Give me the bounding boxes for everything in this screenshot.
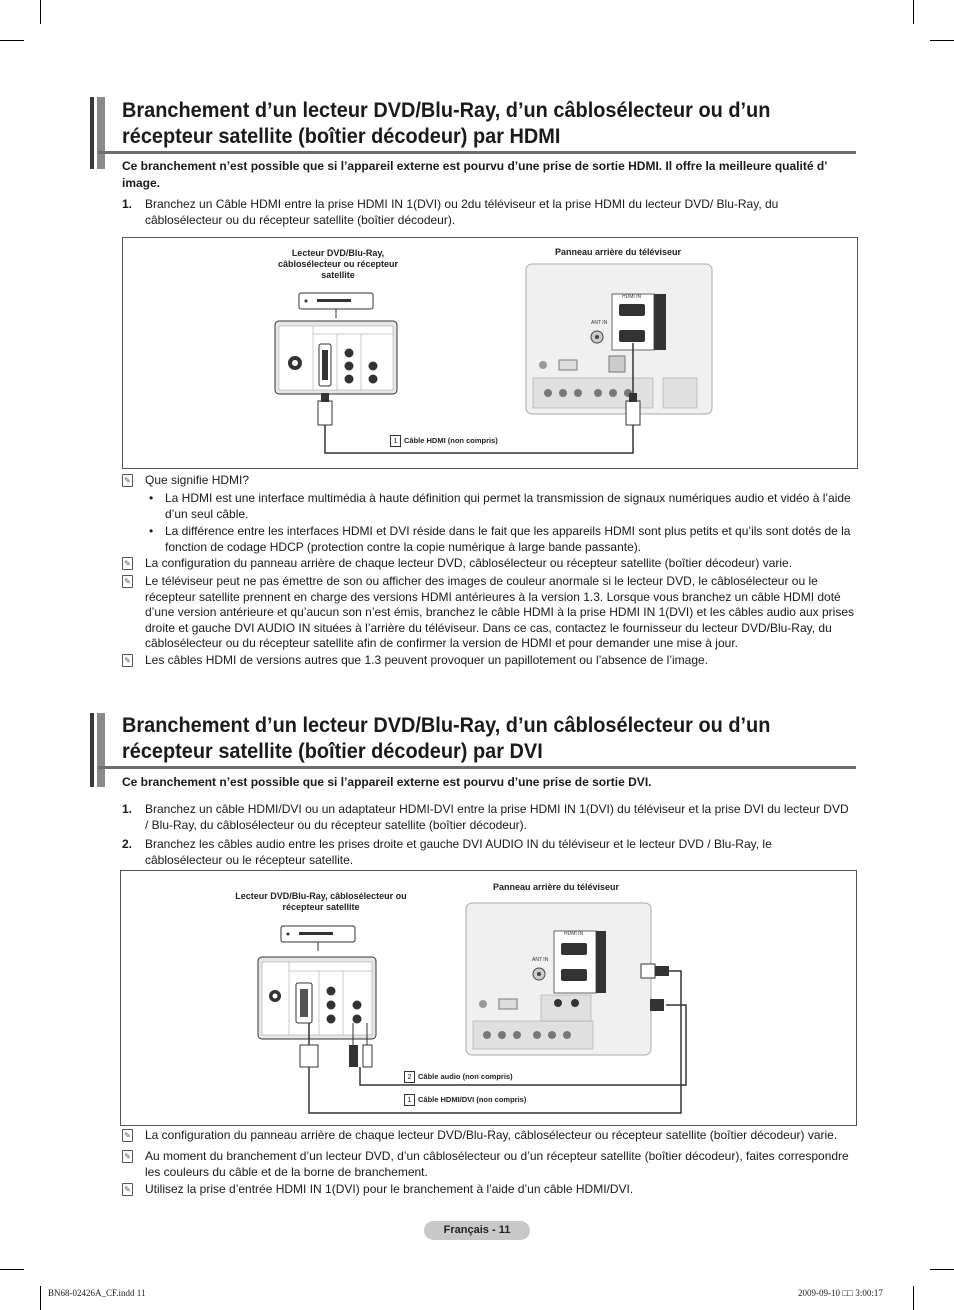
bullet-text: La HDMI est une interface multimédia à haute définition qui permet la transmission de signaux numériques audio et vidéo à l’aide d’un seul câble.	[165, 491, 851, 521]
step-item	[122, 836, 852, 868]
diagram-graphics	[121, 871, 856, 1125]
step-number: 1.	[122, 197, 133, 211]
section-accent-bar	[90, 97, 94, 169]
file-slug: BN68-02426A_CF.indd 11	[48, 1288, 146, 1298]
tv-ant-in-text: ANT IN	[591, 320, 608, 326]
step-text: Branchez les câbles audio entre les prises droite et gauche DVI AUDIO IN du téléviseur et le lecteur DVD / Blu-Ray, le câblosélecteur ou le récepteur satellite.	[145, 837, 772, 867]
note-item	[122, 556, 854, 572]
tv-back-panel	[466, 903, 651, 1055]
hdmi-connection-diagram	[122, 237, 858, 469]
section-rule	[98, 766, 856, 769]
crop-mark	[930, 40, 954, 41]
crop-mark	[0, 40, 24, 41]
note-pencil-icon: ✎	[122, 1150, 133, 1163]
date-slug: 2009-09-10 □□ 3:00:17	[798, 1288, 883, 1298]
note-pencil-icon: ✎	[122, 575, 133, 588]
device-back-panel	[275, 321, 397, 394]
tv-hdmi-in-text: HDMI IN	[564, 931, 584, 937]
bullet-item	[145, 491, 857, 522]
section-accent-bar	[97, 97, 105, 169]
step-item	[122, 801, 852, 833]
section-title-line: récepteur satellite (boîtier décodeur) par DVI	[122, 740, 543, 763]
note-text: Au moment du branchement d’un lecteur DVD, d’un câblosélecteur ou d’un récepteur satellite (boîtier décodeur), faites correspondre les couleurs du câble et de la borne de branchement.	[145, 1149, 849, 1179]
tv-panel-label: Panneau arrière du téléviseur	[554, 247, 682, 257]
tv-panel-label: Panneau arrière du téléviseur	[492, 882, 620, 892]
note-item	[122, 574, 854, 652]
crop-mark	[0, 1269, 24, 1270]
diagram-graphics	[123, 238, 857, 468]
step-number: 2.	[122, 837, 133, 851]
step-number: 1.	[122, 802, 133, 816]
bullet-item	[145, 524, 857, 555]
dvd-player-icon	[299, 293, 373, 309]
note-pencil-icon: ✎	[122, 654, 133, 667]
cable-number: 1	[404, 1094, 415, 1106]
crop-mark	[40, 0, 41, 24]
crop-mark	[913, 0, 914, 24]
note-text: La configuration du panneau arrière de chaque lecteur DVD, câblosélecteur ou récepteur satellite (boîtier décodeur) varie.	[145, 556, 793, 570]
note-pencil-icon: ✎	[122, 474, 133, 487]
cable-label-text: Câble HDMI (non compris)	[404, 436, 498, 445]
step-text: Branchez un câble HDMI/DVI ou un adaptateur HDMI-DVI entre la prise HDMI IN 1(DVI) du téléviseur et la prise DVI du lecteur DVD / Blu-Ray, du câblosélecteur ou du récepteur satellite (boîtier décodeur).	[145, 802, 849, 832]
page-number-badge: Français - 11	[424, 1221, 530, 1240]
crop-mark	[40, 1286, 41, 1310]
section-intro: Ce branchement n’est possible que si l’appareil externe est pourvu d’une prise de sortie DVI.	[122, 775, 652, 789]
tv-ant-in-text: ANT IN	[532, 957, 549, 963]
bullet-dot-icon: •	[149, 491, 154, 505]
note-item	[122, 1149, 854, 1180]
tv-back-panel	[526, 264, 712, 414]
device-label: Lecteur DVD/Blu-Ray, câblosélecteur ou récepteur satellite	[235, 891, 407, 912]
section-title	[122, 98, 824, 150]
device-back-panel	[258, 957, 376, 1039]
bullet-dot-icon: •	[149, 524, 154, 538]
section-accent-bar	[97, 713, 105, 787]
section-title	[122, 713, 824, 765]
step-text: Branchez un Câble HDMI entre la prise HDMI IN 1(DVI) ou 2du téléviseur et la prise HDMI du lecteur DVD/ Blu-Ray, du câblosélecteur ou du récepteur satellite (boîtier décodeur).	[145, 197, 779, 227]
cable-label-text: Câble audio (non compris)	[418, 1072, 513, 1081]
section-title-line: Branchement d’un lecteur DVD/Blu-Ray, d’un câblosélecteur ou d’un	[122, 99, 771, 122]
section-accent-bar	[90, 713, 94, 787]
cable-number: 2	[404, 1071, 415, 1083]
crop-mark	[930, 1269, 954, 1270]
note-text: La configuration du panneau arrière de chaque lecteur DVD/Blu-Ray, câblosélecteur ou récepteur satellite (boîtier décodeur) varie.	[145, 1128, 838, 1142]
crop-mark	[913, 1286, 914, 1310]
note-text: Le téléviseur peut ne pas émettre de son ou afficher des images de couleur anormale si le lecteur DVD, le câblosélecteur ou le récepteur satellite prennent en charge des versions HDMI antérieures à la version 1.3. Lorsque vous branchez un câble HDMI doté d’une version antérieure et qu’aucun son n’est émis, branchez le câble HDMI à la prise HDMI IN 1(DVI) et les câbles audio aux prises droite et gauche DVI AUDIO IN situées à l’arrière du téléviseur. Dans ce cas, contactez le fournisseur du lecteur DVD/Blu-Ray, du câblosélecteur ou du récepteur satellite afin de confirmer la version de HDMI et pour demander une mise à jour.	[145, 574, 855, 650]
note-item	[122, 653, 854, 669]
note-pencil-icon: ✎	[122, 1183, 133, 1196]
section-title-line: Branchement d’un lecteur DVD/Blu-Ray, d’un câblosélecteur ou d’un	[122, 714, 771, 737]
section-title-line: récepteur satellite (boîtier décodeur) par HDMI	[122, 125, 561, 148]
dvi-connection-diagram	[120, 870, 857, 1126]
section-rule	[98, 151, 856, 154]
section-intro: Ce branchement n’est possible que si l’appareil externe est pourvu d’une prise de sortie HDMI. Il offre la meilleure qualité d’ image.	[122, 159, 827, 190]
note-item	[122, 1182, 854, 1198]
note-item	[122, 473, 854, 489]
cable-number: 1	[390, 435, 401, 447]
tv-hdmi-in-text: HDMI IN	[622, 294, 642, 300]
note-text: Les câbles HDMI de versions autres que 1.3 peuvent provoquer un papillotement ou l’absence de l’image.	[145, 653, 709, 667]
note-item	[122, 1128, 854, 1144]
note-text: Que signifie HDMI?	[145, 473, 250, 487]
device-label: Lecteur DVD/Blu-Ray, câblosélecteur ou récepteur satellite	[277, 248, 399, 280]
dvd-player-icon	[281, 926, 355, 942]
cable-label-text: Câble HDMI/DVI (non compris)	[418, 1095, 527, 1104]
step-item	[122, 196, 852, 228]
bullet-text: La différence entre les interfaces HDMI et DVI réside dans le fait que les appareils HDMI sont plus petits et qu’ils sont dotés de la fonction de codage HDCP (protection contre la copie numérique à large bande passante).	[165, 524, 851, 554]
note-text: Utilisez la prise d’entrée HDMI IN 1(DVI) pour le branchement à l’aide d’un câble HDMI/DVI.	[145, 1182, 634, 1196]
note-pencil-icon: ✎	[122, 1129, 133, 1142]
note-pencil-icon: ✎	[122, 557, 133, 570]
